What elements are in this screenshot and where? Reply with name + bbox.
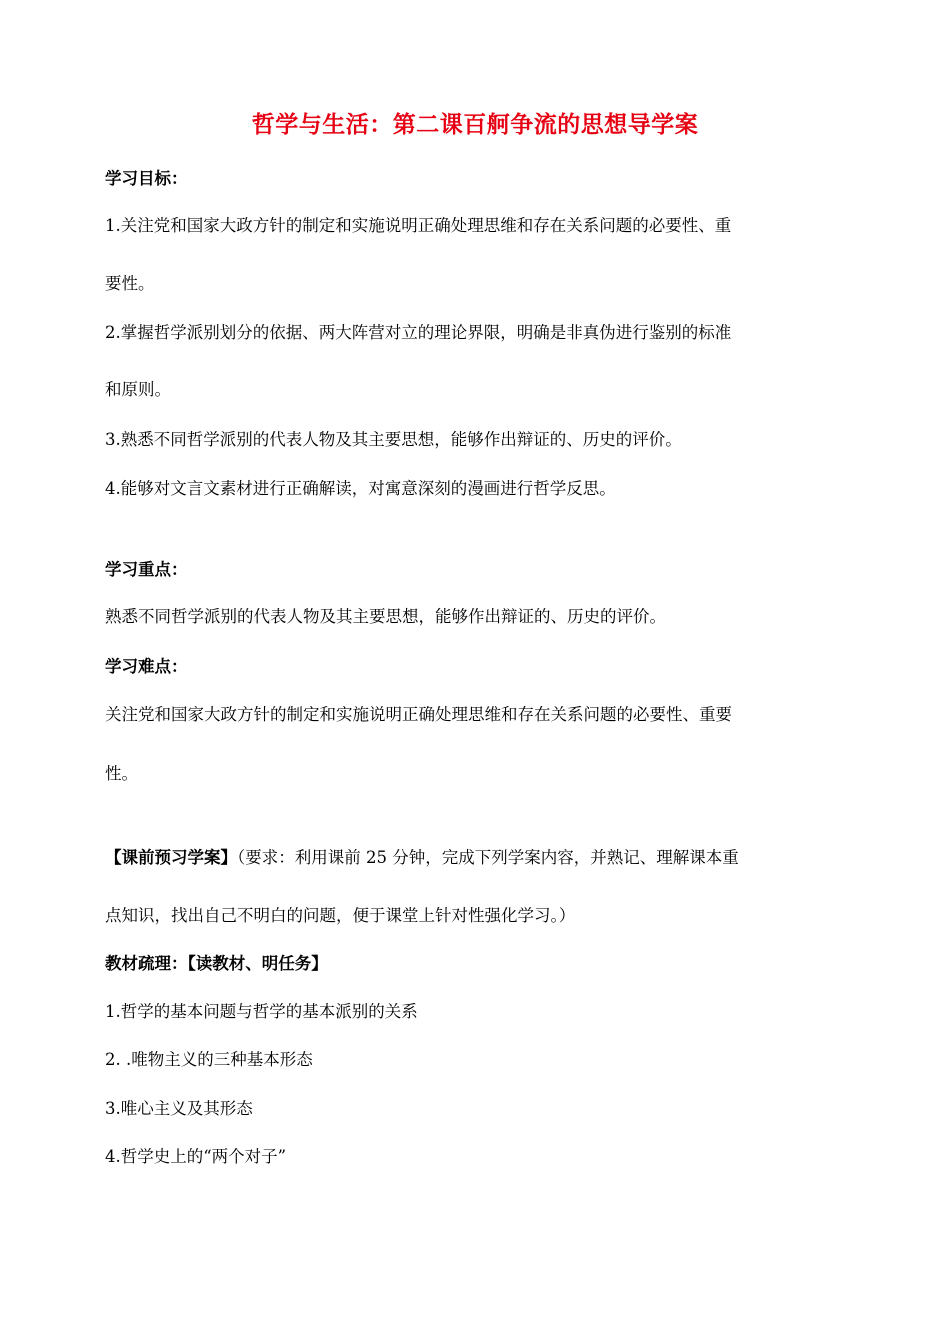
objective-2-line2: 和原则。	[105, 380, 171, 399]
objective-4: 4.能够对文言文素材进行正确解读，对寓意深刻的漫画进行哲学反思。	[105, 479, 616, 498]
textbook-heading: 教材疏理：【读教材、明任务】	[105, 954, 328, 973]
preview-line2: 点知识，找出自己不明白的问题，便于课堂上针对性强化学习。）	[105, 906, 576, 925]
difficulties-heading: 学习难点：	[105, 657, 188, 676]
objective-3: 3.熟悉不同哲学派别的代表人物及其主要思想，能够作出辩证的、历史的评价。	[105, 430, 682, 449]
preview-paragraph-line1	[105, 844, 739, 868]
objective-2-line1: 2.掌握哲学派别划分的依据、两大阵营对立的理论界限，明确是非真伪进行鉴别的标准	[105, 323, 732, 342]
preview-requirement: （要求：利用课前 25 分钟，完成下列学案内容，并熟记、理解课本重	[237, 848, 739, 867]
page-title: 哲学与生活：第二课百舸争流的思想导学案	[251, 112, 699, 138]
key-points-heading: 学习重点：	[105, 560, 188, 579]
objective-1-line2: 要性。	[105, 274, 155, 293]
objective-1-line1: 1.关注党和国家大政方针的制定和实施说明正确处理思维和存在关系问题的必要性、重	[105, 216, 732, 235]
textbook-item-2: 2. .唯物主义的三种基本形态	[105, 1050, 313, 1069]
difficulties-line2: 性。	[105, 764, 138, 783]
objectives-heading: 学习目标：	[105, 169, 188, 188]
preview-label: 【课前预习学案】	[105, 848, 237, 867]
textbook-item-1: 1.哲学的基本问题与哲学的基本派别的关系	[105, 1002, 418, 1021]
difficulties-line1: 关注党和国家大政方针的制定和实施说明正确处理思维和存在关系问题的必要性、重要	[105, 705, 732, 724]
textbook-item-3: 3.唯心主义及其形态	[105, 1099, 253, 1118]
key-points-text: 熟悉不同哲学派别的代表人物及其主要思想，能够作出辩证的、历史的评价。	[105, 607, 666, 626]
textbook-item-4: 4.哲学史上的“两个对子”	[105, 1147, 287, 1166]
